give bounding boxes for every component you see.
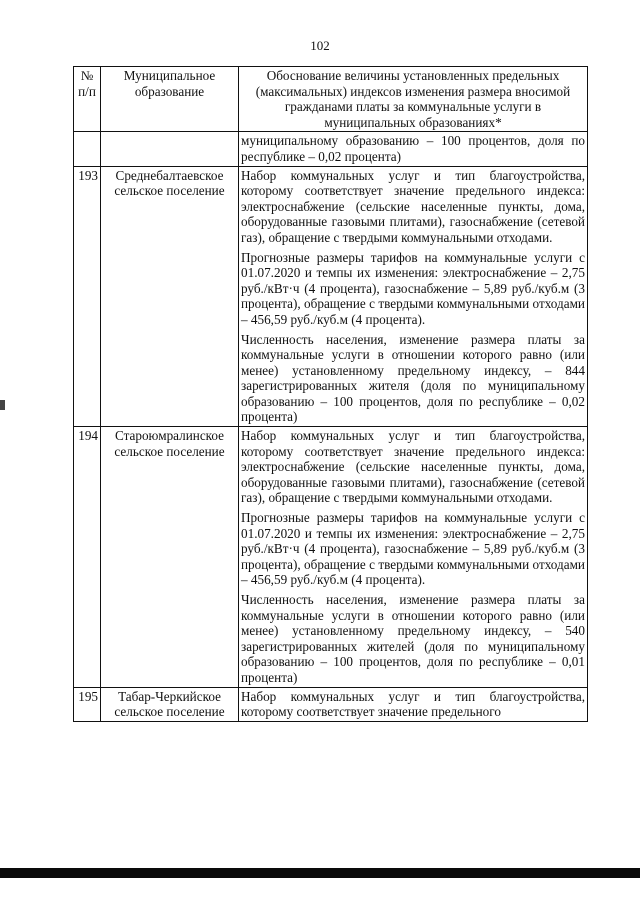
tariff-justification-table: [73, 66, 588, 722]
table-row: [74, 687, 588, 721]
cell-municipality: Среднебалтаевское сельское поселение: [101, 166, 239, 427]
cell-justification: [239, 166, 588, 427]
cell-justification: [239, 132, 588, 166]
justification-paragraph: Прогнозные размеры тарифов на коммунальные услуги с 01.07.2020 и темпы их изменения: электроснабжение – 2,75 руб./кВт·ч (4 процента), газоснабжение – 5,89 руб./куб.м (3 процента), обращение с твердыми коммунальными отходами – 456,59 руб./куб.м (4 процента).: [241, 510, 585, 588]
header-municipality: Муниципальное образование: [101, 67, 239, 132]
justification-paragraph: Набор коммунальных услуг и тип благоустройства, которому соответствует значение предельного индекса: электроснабжение (сельские населенные пункты, дома, оборудованные газовыми плитами), газоснабжение (сетевой газ), обращение с твердыми коммунальными отходами.: [241, 167, 585, 245]
cell-justification: [239, 427, 588, 688]
cell-number: 195: [74, 687, 101, 721]
cell-municipality: [101, 132, 239, 166]
table-header-row: [74, 67, 588, 132]
justification-paragraph: Численность населения, изменение размера платы за коммунальные услуги в отношении которого равно (или менее) установленному предельному индексу, – 844 зарегистрированных жителя (доля по муниципальному образованию – 100 процентов, доля по республике – 0,02 процента): [241, 331, 585, 425]
cell-municipality: Табар-Черкийское сельское поселение: [101, 687, 239, 721]
cell-municipality: Староюмралинское сельское поселение: [101, 427, 239, 688]
cell-number: 194: [74, 427, 101, 688]
scan-bottom-border: [0, 868, 640, 878]
cell-justification: [239, 687, 588, 721]
page-number: 102: [310, 38, 330, 53]
justification-paragraph: Прогнозные размеры тарифов на коммунальные услуги с 01.07.2020 и темпы их изменения: электроснабжение – 2,75 руб./кВт·ч (4 процента), газоснабжение – 5,89 руб./куб.м (3 процента), обращение с твердыми коммунальными отходами – 456,59 руб./куб.м (4 процента).: [241, 249, 585, 327]
cell-number: [74, 132, 101, 166]
table-row: [74, 166, 588, 427]
justification-paragraph: Набор коммунальных услуг и тип благоустройства, которому соответствует значение предельного: [241, 688, 585, 720]
table-row-continuation: [74, 132, 588, 166]
cell-number: 193: [74, 166, 101, 427]
justification-paragraph: Набор коммунальных услуг и тип благоустройства, которому соответствует значение предельного индекса: электроснабжение (сельские населенные пункты, дома, оборудованные газовыми плитами), газоснабжение (сетевой газ), обращение с твердыми коммунальными отходами.: [241, 428, 585, 506]
table-row: [74, 427, 588, 688]
justification-paragraph: Численность населения, изменение размера платы за коммунальные услуги в отношении которого равно (или менее) установленному предельному индексу, – 540 зарегистрированных жителей (доля по муниципальному образованию – 100 процентов, доля по республике – 0,01 процента): [241, 592, 585, 685]
header-justification: Обоснование величины установленных предельных (максимальных) индексов изменения размера вносимой гражданами платы за коммунальные услуги в муниципальных образованиях*: [239, 67, 588, 132]
scan-edge-mark: [0, 400, 5, 410]
justification-paragraph: муниципальному образованию – 100 процентов, доля по республике – 0,02 процента): [241, 133, 585, 164]
header-number: № п/п: [74, 67, 101, 132]
